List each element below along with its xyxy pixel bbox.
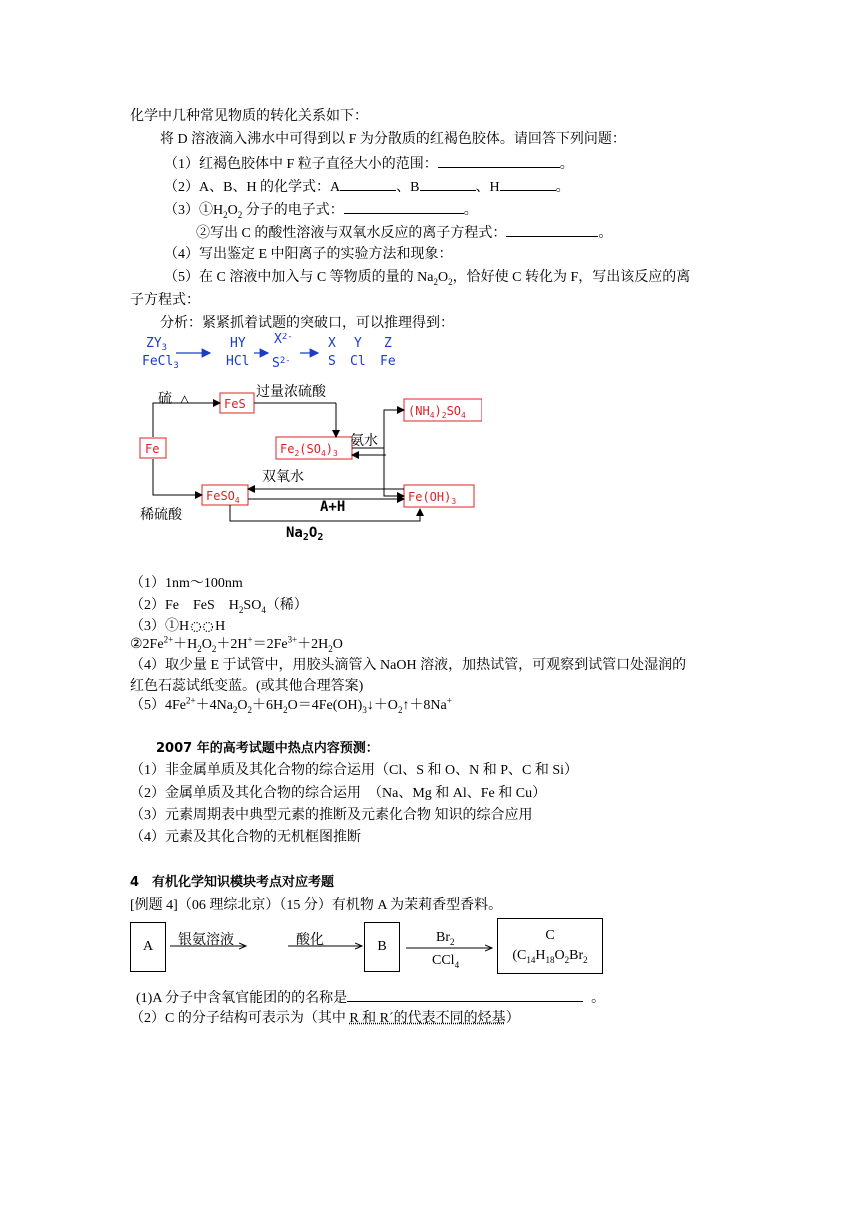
analysis-line: 分析：紧紧抓着试题的突破口，可以推理得到：: [160, 316, 454, 331]
label-dilute-acid: 稀硫酸: [140, 507, 182, 523]
final-question-2-emphasis: R 和 R´的代表不同的烃基: [349, 1011, 506, 1026]
arrow-3-bottom: CCl$_4$: [432, 953, 460, 970]
answer-blank: [500, 177, 556, 191]
map-cl: Cl: [350, 354, 366, 369]
answer-5: [130, 697, 452, 715]
map-hcl: HCl: [226, 354, 250, 369]
question-5-post: ，恰好使 C 转化为 F，写出该反应的离: [452, 270, 691, 285]
question-3-2: [196, 223, 612, 243]
map-s2: $S^{2-}$: [272, 356, 291, 371]
box-c: [497, 918, 603, 974]
question-4: （4）写出鉴定 E 中阳离子的实验方法和现象：: [164, 247, 453, 262]
node-fes: FeS: [224, 397, 246, 411]
map-y: Y: [354, 336, 362, 351]
map-x2: $X^{2-}$: [274, 333, 293, 347]
map-s: S: [328, 354, 336, 369]
map-zy3: $ZY_3$: [146, 336, 168, 353]
forecast-item-3: （3）元素周期表中典型元素的推断及元素化合物 知识的综合应用: [130, 808, 533, 823]
question-1-end: 。: [559, 157, 574, 172]
question-3-1-pre: （3）①H: [164, 203, 224, 218]
final-question-2-pre: （2）C 的分子结构可表示为（其中: [130, 1011, 350, 1026]
answer-2-post: SO: [243, 598, 262, 613]
forecast-title: 2007 年的高考试题中热点内容预测：: [156, 741, 379, 756]
forecast-item-1: （1）非金属单质及其化合物的综合运用（Cl、S 和 O、N 和 P、C 和 Si）: [130, 763, 579, 778]
box-c-formula: ($C_{14}H_{18}O_2Br_2$: [512, 948, 588, 965]
arrow-1-label: 银氨溶液: [178, 933, 234, 948]
question-3-1: $(3)①H_2O_2$ 分子的电子式： 。: [164, 200, 478, 220]
answer-3-2: [130, 636, 343, 654]
node-fe: Fe: [145, 442, 160, 456]
question-5-line-1: （5）在 C 溶液中加入与 C 等物质的量的 $Na_2O_2$，恰好使 C 转化为 F，写出该反应的离: [164, 270, 691, 287]
label-na2o2: $Na_2O_2$: [286, 525, 324, 543]
section-4-heading: 4 有机化学知识模块考点对应考题: [130, 875, 335, 890]
final-question-1: [136, 988, 605, 1008]
node-feoh3: $Fe(OH)_3$: [408, 490, 457, 506]
answer-3-2-rendered: $②2Fe^{2+}+H_2O_2+2H^+=2Fe^{3+}+2H_2O$: [130, 634, 343, 654]
answer-2-end: （稀）: [265, 598, 308, 613]
node-fe2so43: $Fe_2(SO_4)_3$: [280, 442, 338, 458]
forecast-item-4: （4）元素及其化合物的无机框图推断: [130, 830, 361, 845]
map-x: X: [328, 336, 336, 351]
question-3-1-mid: O: [227, 203, 238, 218]
arrow-a-to-b: [166, 940, 366, 952]
answer-4-line-2: 红色石蕊试纸变蓝。(或其他合理答案): [130, 679, 364, 694]
box-b: B: [364, 922, 400, 972]
answer-blank: [344, 200, 464, 214]
answer-3-1-end: H: [215, 619, 226, 634]
answer-blank: [506, 223, 598, 237]
answer-blank: [420, 177, 476, 191]
answer-1: （1）1nm～100nm: [130, 576, 243, 591]
question-2-b: 、B: [396, 180, 420, 195]
label-ah: A+H: [320, 499, 346, 515]
electron-dot-icon: [189, 620, 215, 634]
reaction-scheme-svg: [136, 333, 482, 548]
question-3-1-post: 分子的电子式：: [242, 203, 344, 218]
forecast-item-2: （2）金属单质及其化合物的综合运用 （Na、Mg 和 Al、Fe 和 Cu）: [130, 786, 547, 801]
answer-3-1-pre: （3）①H: [130, 619, 190, 634]
answer-3-1: [130, 618, 225, 636]
map-fecl3: FeCl$_3$: [142, 354, 179, 371]
final-question-1-end: 。: [591, 991, 606, 1006]
question-5-pre: （5）在 C 溶液中加入与 C 等物质的量的 Na: [164, 270, 434, 285]
map-hy: HY: [230, 336, 246, 351]
question-5-line-2: 子方程式：: [130, 293, 200, 308]
question-2-a: （2）A、B、H 的化学式：A: [164, 180, 341, 195]
final-question-2-end: ）: [505, 1011, 520, 1026]
question-3-1-end: 。: [463, 203, 478, 218]
answer-blank: [347, 988, 583, 1002]
map-z: Z: [384, 336, 392, 351]
arrow-2-label: 酸化: [296, 933, 324, 948]
answer-blank: [340, 177, 396, 191]
final-question-1-text: (1)A 分子中含氧官能团的的名称是: [136, 991, 348, 1006]
answer-5-rendered: $(5)4Fe^{2+}+4Na_2O_2+6H_2O=4Fe(OH)_3↓+O_2↑+8Na^+$: [130, 695, 452, 715]
label-ammonia: 氨水: [350, 433, 378, 449]
box-a: A: [130, 922, 166, 972]
question-3-2-end: 。: [598, 226, 613, 241]
node-nh42so4: $(NH_4)_2SO_4$: [408, 404, 466, 420]
box-c-label: C: [545, 928, 555, 943]
answer-blank: [438, 154, 560, 168]
question-2-end: 。: [555, 180, 570, 195]
arrow-3-top: $Br_2$: [436, 930, 455, 947]
reaction-scheme-iron: [136, 333, 482, 548]
answer-2: （2）Fe FeS $H_2SO_4$（稀）: [130, 598, 308, 615]
label-conc-acid: 过量浓硫酸: [256, 384, 326, 400]
intro-line-1: 化学中几种常见物质的转化关系如下：: [130, 109, 368, 124]
question-2-h: 、H: [475, 180, 500, 195]
answer-4-line-1: （4）取少量 E 于试管中，用胶头滴管入 NaOH 溶液，加热试管，可观察到试管口处湿润的: [130, 658, 687, 673]
node-feso4: FeSO$_4$: [206, 489, 240, 505]
map-fe: Fe: [380, 354, 396, 369]
label-peroxide: 双氧水: [262, 469, 304, 485]
final-question-2: [130, 1010, 520, 1028]
label-sulfur: 硫 △: [158, 391, 189, 407]
question-3-2-text: ②写出 C 的酸性溶液与双氧水反应的离子方程式：: [196, 226, 507, 241]
question-2: [164, 177, 570, 197]
answer-2-pre: （2）Fe FeS H: [130, 598, 239, 613]
question-1-text: （1）红褐色胶体中 F 粒子直径大小的范围：: [164, 157, 438, 172]
example-4: [例题 4]（06 理综北京）（15 分）有机物 A 为茉莉香型香料。: [130, 898, 503, 913]
intro-line-2: 将 D 溶液滴入沸水中可得到以 F 为分散质的红褐色胶体。请回答下列问题：: [160, 132, 626, 147]
question-1: [164, 154, 574, 174]
